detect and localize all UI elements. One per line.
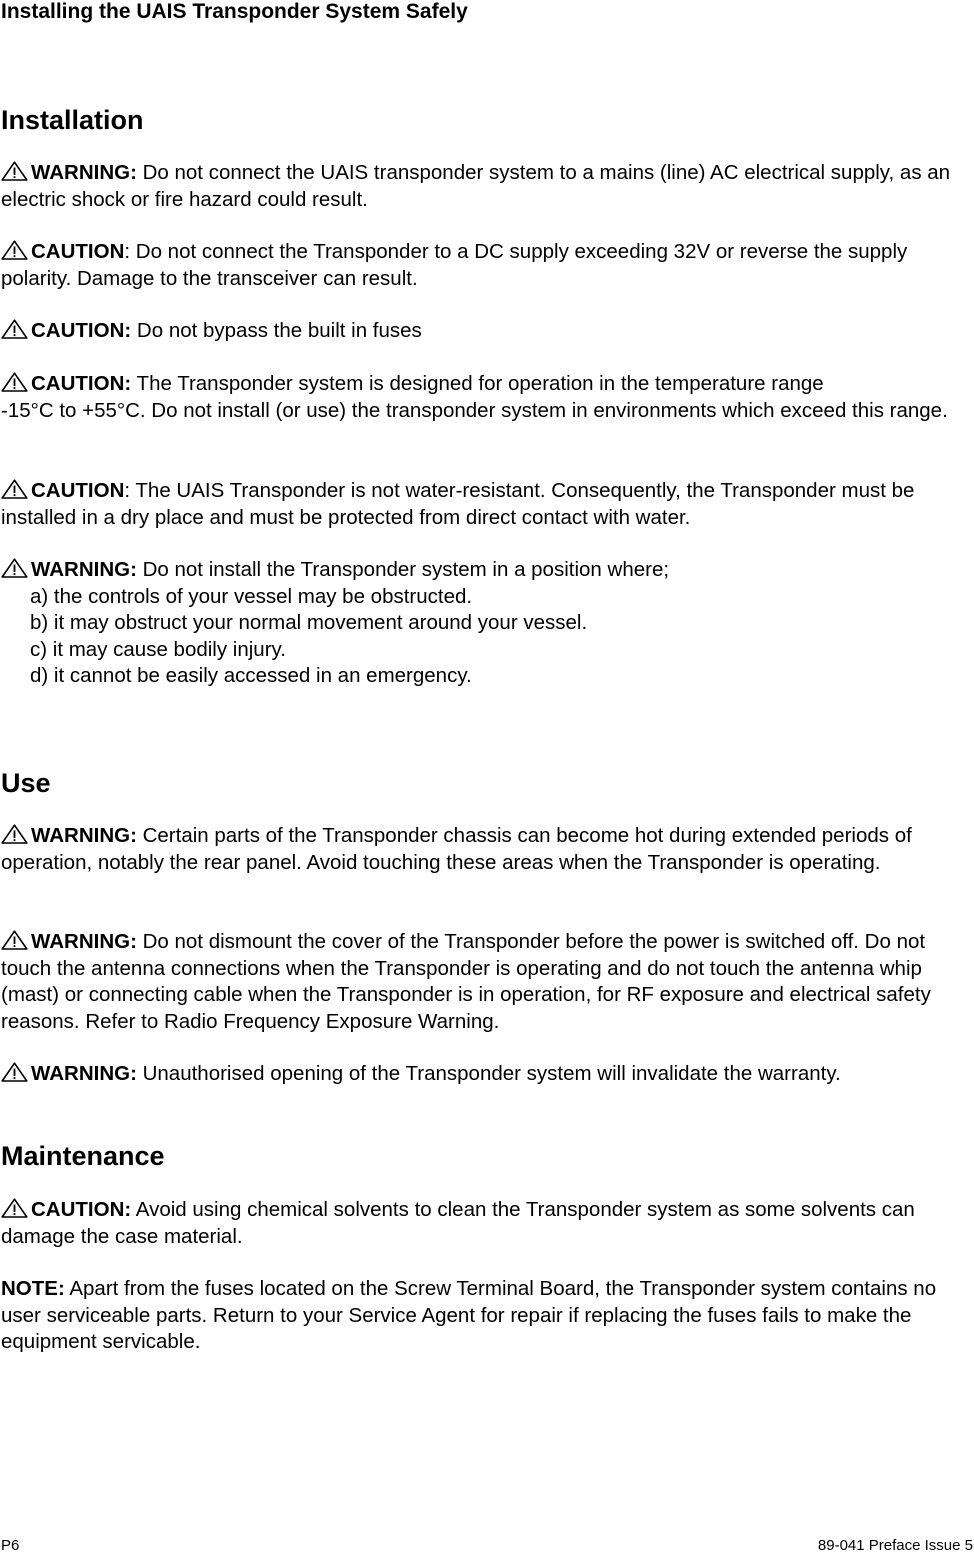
notice-text: Unauthorised opening of the Transponder system will invalidate the warranty. <box>136 1062 841 1085</box>
notice-label: CAUTION: <box>31 1198 132 1221</box>
notice-text: Do not dismount the cover of the Transponder before the power is switched off. Do not touch the antenna connections when the Transponder is operating and do not touch the antenna whip (mast) or connecting cable when the Transponder is in operation, for RF exposure and electrical safety reasons. Refer to Radio Frequency Exposure Warning. <box>1 930 931 1033</box>
section-title-use: Use <box>1 768 51 798</box>
use-notice-3 <box>1 1061 971 1088</box>
maintenance-notice-1 <box>1 1197 971 1250</box>
list-item: c) it may cause bodily injury. <box>30 637 286 661</box>
notice-text: The Transponder system is designed for operation in the temperature range <box>131 372 824 395</box>
warning-triangle-icon <box>1 161 28 181</box>
note-text: Apart from the fuses located on the Screw Terminal Board, the Transponder system contains no user serviceable parts. Return to your Service Agent for repair if replacing the fuses fails to make the equipment servicable. <box>1 1277 937 1354</box>
notice-text: Avoid using chemical solvents to clean the Transponder system as some solvents can damage the case material. <box>1 1198 915 1248</box>
warning-triangle-icon <box>1 1198 28 1218</box>
section-title-maintenance: Maintenance <box>1 1141 165 1171</box>
list-item: d) it cannot be easily accessed in an emergency. <box>30 664 472 688</box>
list-item: b) it may obstruct your normal movement around your vessel. <box>30 611 588 635</box>
section-title-installation: Installation <box>1 105 144 135</box>
list-item: a) the controls of your vessel may be obstructed. <box>30 584 473 608</box>
warning-triangle-icon <box>1 930 28 950</box>
notice-label: CAUTION: <box>31 372 132 395</box>
warning-triangle-icon <box>1 824 28 844</box>
warning-triangle-icon <box>1 479 28 499</box>
installation-notice-2 <box>1 239 971 292</box>
notice-text: Do not bypass the built in fuses <box>131 319 422 342</box>
footer-page-number: P6 <box>1 1537 20 1554</box>
notice-label: WARNING: <box>31 1062 137 1085</box>
installation-notice-1 <box>1 160 971 213</box>
warning-triangle-icon <box>1 558 28 578</box>
notice-label: CAUTION <box>31 479 125 502</box>
warning-triangle-icon <box>1 240 28 260</box>
use-notice-2 <box>1 929 971 1035</box>
use-notice-1 <box>1 823 971 876</box>
installation-notice-5 <box>1 478 971 531</box>
installation-notice-6 <box>1 557 971 690</box>
notice-text: : The UAIS Transponder is not water-resistant. Consequently, the Transponder must be installed in a dry place and must be protected from direct contact with water. <box>1 479 915 529</box>
notice-label: WARNING: <box>31 558 137 581</box>
notice-label: WARNING: <box>31 161 137 184</box>
note-label: NOTE: <box>1 1277 65 1300</box>
notice-text: Certain parts of the Transponder chassis can become hot during extended periods of operation, notably the rear panel. Avoid touching these areas when the Transponder is operating. <box>1 824 912 874</box>
warning-triangle-icon <box>1 372 28 392</box>
warning-triangle-icon <box>1 319 28 339</box>
notice-label: CAUTION <box>31 240 125 263</box>
footer-document-ref: 89-041 Preface Issue 5 <box>817 1537 973 1554</box>
notice-label: WARNING: <box>31 824 137 847</box>
notice-text: : Do not connect the Transponder to a DC supply exceeding 32V or reverse the supply polarity. Damage to the transceiver can result. <box>1 240 908 290</box>
installation-notice-3 <box>1 318 971 345</box>
installation-notice-4 <box>1 371 971 424</box>
maintenance-note <box>1 1276 971 1356</box>
notice-text: Do not connect the UAIS transponder system to a mains (line) AC electrical supply, as an electric shock or fire hazard could result. <box>1 161 951 211</box>
notice-label: WARNING: <box>31 930 137 953</box>
notice-label: CAUTION: <box>31 319 132 342</box>
page-title: Installing the UAIS Transponder System Safely <box>1 0 468 23</box>
notice-text: Do not install the Transponder system in a position where; <box>136 558 670 581</box>
warning-triangle-icon <box>1 1062 28 1082</box>
notice-text-continued: -15°C to +55°C. Do not install (or use) the transponder system in environments which exceed this range. <box>1 398 948 422</box>
